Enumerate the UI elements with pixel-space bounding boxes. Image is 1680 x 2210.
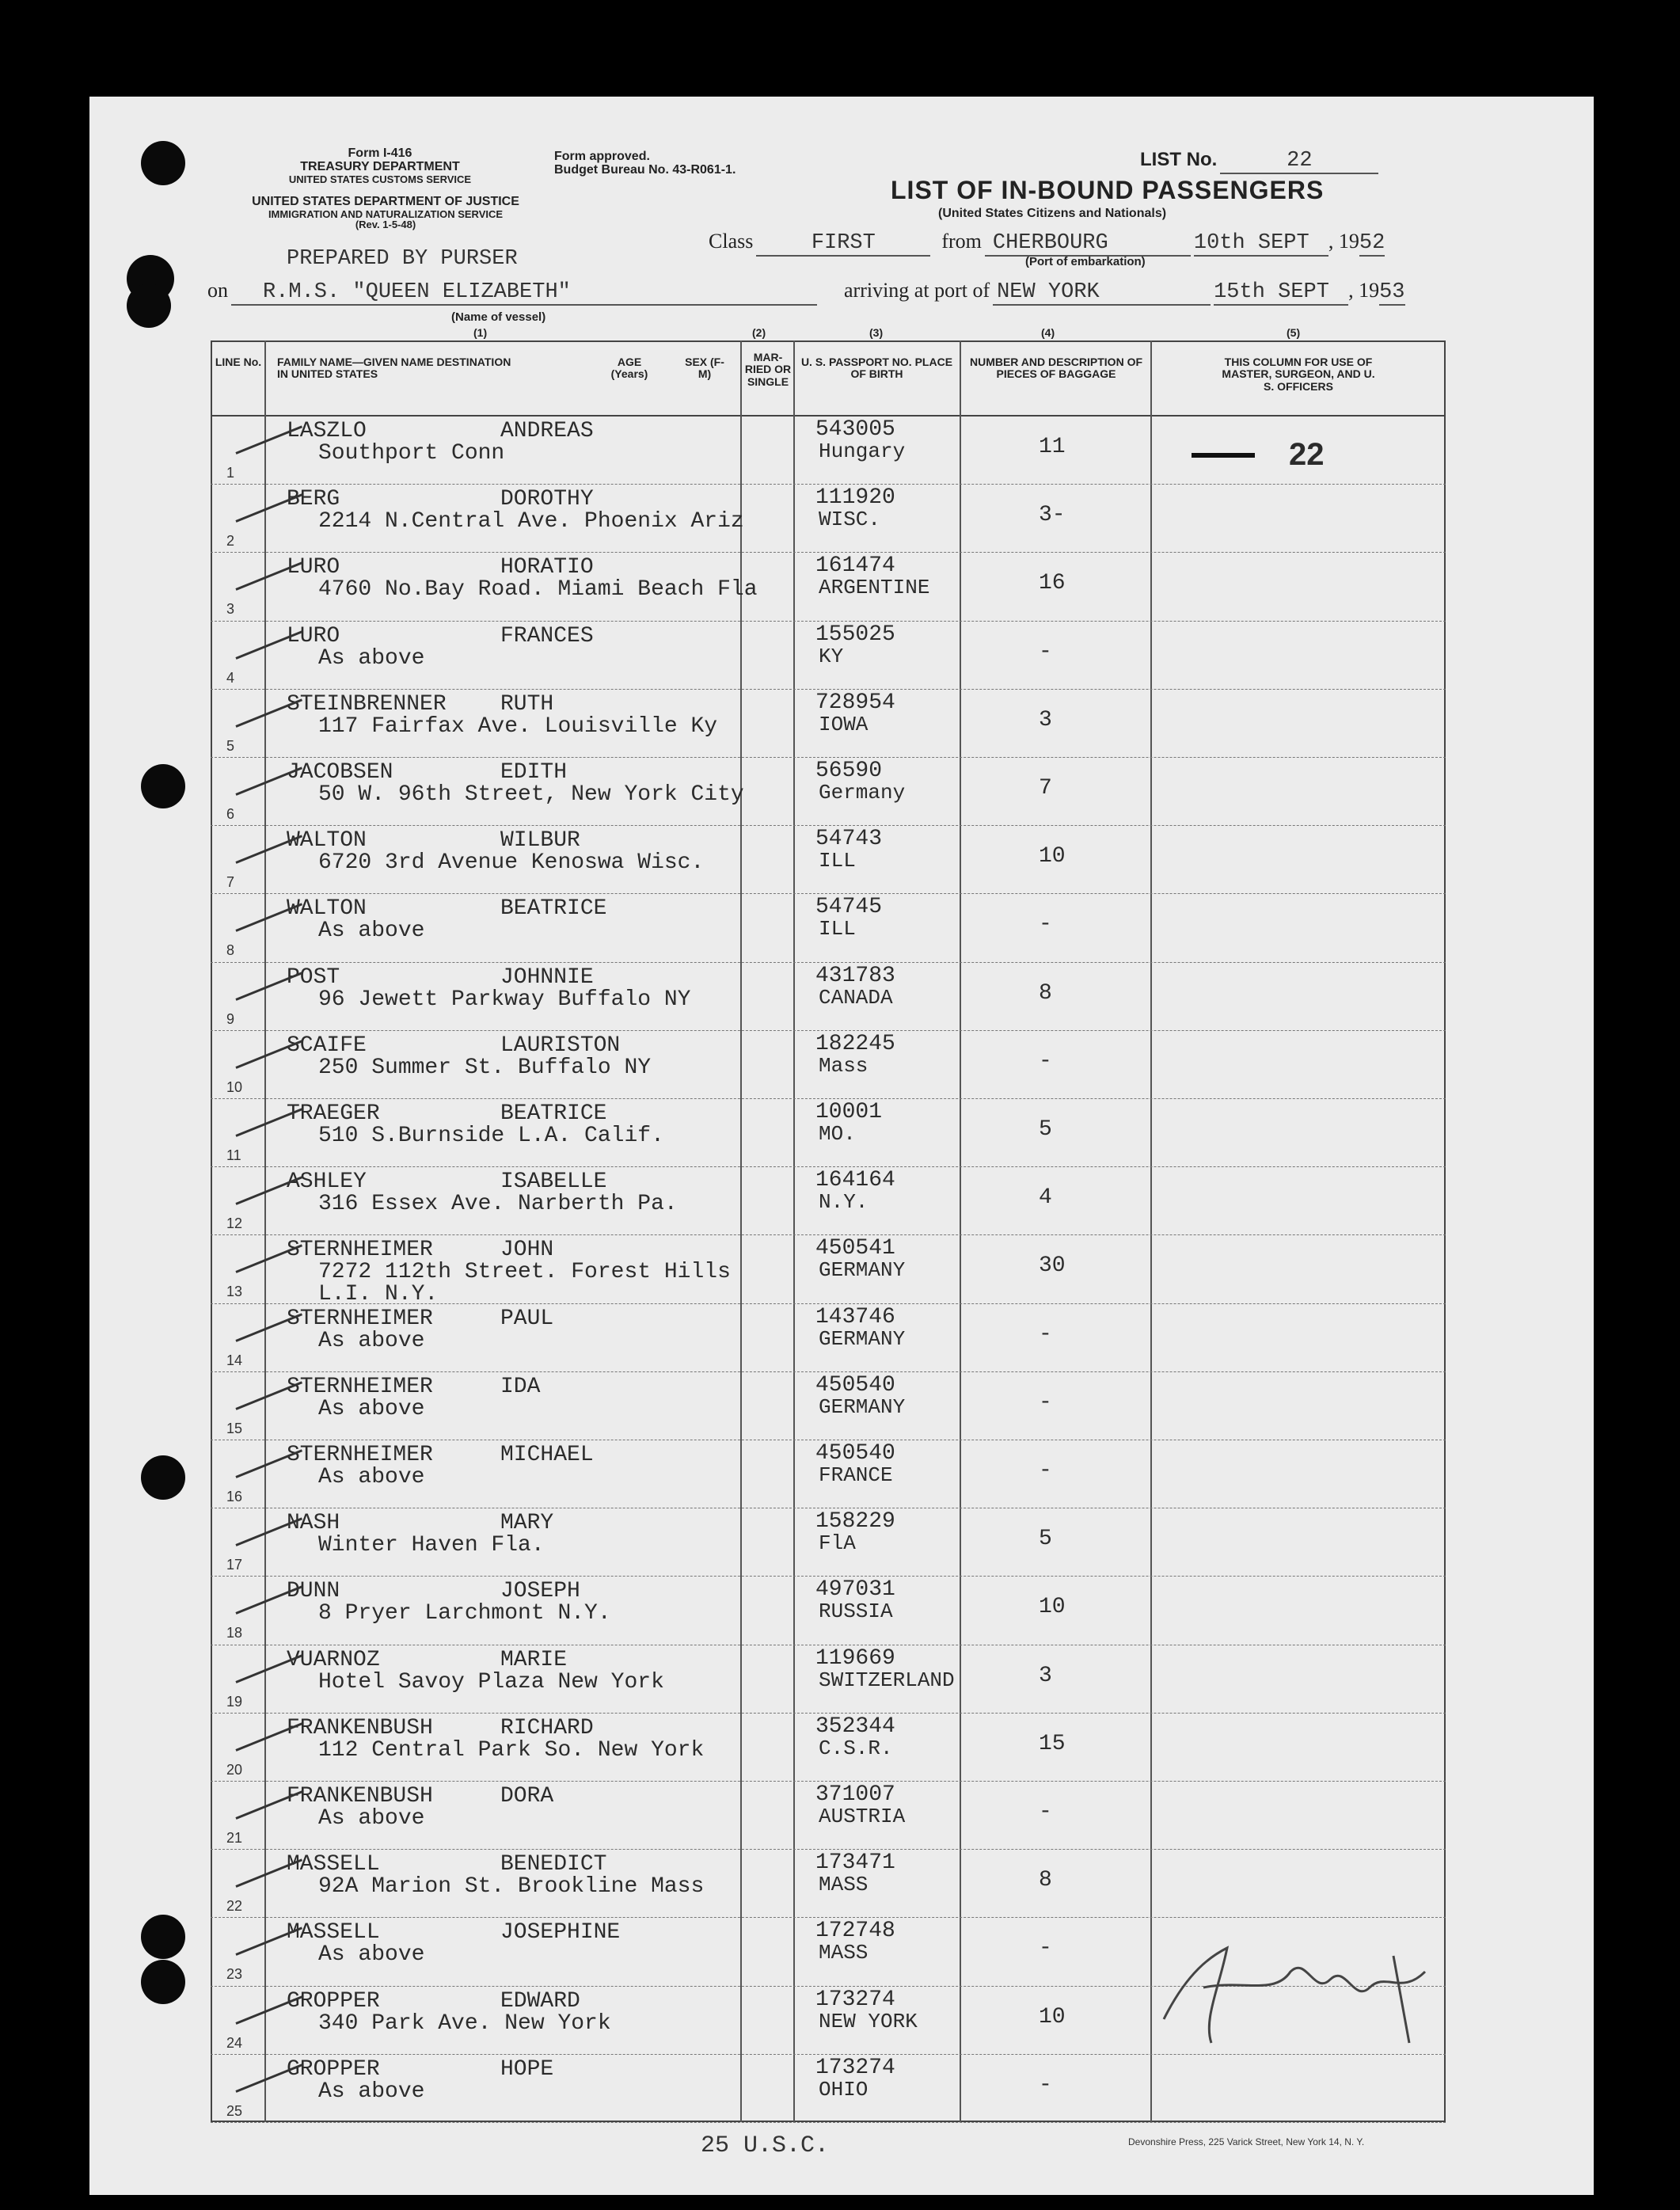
given-name: JOSEPHINE <box>500 1920 621 1945</box>
line-number: 11 <box>226 1147 241 1163</box>
line-number: 12 <box>226 1215 243 1231</box>
form-title: LIST OF IN-BOUND PASSENGERS <box>891 176 1325 204</box>
place-of-birth: Germany <box>819 781 906 805</box>
arrival-year-prefix: , 19 <box>1348 279 1380 302</box>
row-divider <box>211 1030 1446 1031</box>
family-name: FRANKENBUSH <box>287 1716 433 1740</box>
given-name: MICHAEL <box>500 1443 594 1467</box>
place-of-birth: KY <box>819 645 844 668</box>
baggage-count: 16 <box>1039 571 1066 595</box>
row-divider <box>211 757 1446 758</box>
given-name: LAURISTON <box>500 1033 621 1058</box>
passport-number: 161474 <box>815 553 895 578</box>
line-number: 24 <box>226 2035 243 2051</box>
given-name: MARIE <box>500 1648 568 1672</box>
passport-number: 54743 <box>815 827 883 851</box>
family-name: SCAIFE <box>287 1033 367 1058</box>
family-name: STERNHEIMER <box>287 1375 433 1399</box>
vessel-row <box>207 279 1405 306</box>
vessel-caption: (Name of vessel) <box>451 310 546 324</box>
line-number: 7 <box>226 874 235 890</box>
family-name: POST <box>287 965 340 990</box>
baggage-count: 10 <box>1039 1595 1066 1619</box>
passport-number: 111920 <box>815 485 895 510</box>
destination: 316 Essex Ave. Narberth Pa. <box>318 1192 678 1216</box>
passport-number: 10001 <box>815 1100 883 1124</box>
arrival-port: NEW YORK <box>993 280 1211 306</box>
row-divider <box>211 1576 1446 1577</box>
row-divider <box>211 1234 1446 1235</box>
col-sex: SEX (F-M) <box>685 356 724 381</box>
revision: (Rev. 1-5-48) <box>355 219 416 231</box>
binder-hole <box>141 764 185 808</box>
passport-number: 450540 <box>815 1373 895 1398</box>
binder-hole <box>127 283 171 328</box>
family-name: STERNHEIMER <box>287 1307 433 1331</box>
form-agency-block <box>261 147 499 184</box>
family-name: DUNN <box>287 1579 340 1603</box>
place-of-birth: MO. <box>819 1122 856 1146</box>
col-divider <box>960 340 961 2122</box>
row-divider <box>211 552 1446 553</box>
destination: 117 Fairfax Ave. Louisville Ky <box>318 714 718 739</box>
col-officers: THIS COLUMN FOR USE OF MASTER, SURGEON, AND U. S. OFFICERS <box>1222 356 1375 393</box>
baggage-count: - <box>1039 1459 1052 1483</box>
passport-number: 543005 <box>815 417 895 442</box>
budget-bureau: Budget Bureau No. 43-R061-1. <box>554 162 736 177</box>
passport-number: 173471 <box>815 1851 895 1875</box>
class-value: FIRST <box>756 231 930 257</box>
col-passport: U. S. PASSPORT NO. PLACE OF BIRTH <box>800 356 953 381</box>
destination: 250 Summer St. Buffalo NY <box>318 1056 652 1080</box>
family-name: ASHLEY <box>287 1170 367 1194</box>
passport-number: 450541 <box>815 1236 895 1261</box>
binder-hole <box>141 141 185 185</box>
baggage-count: - <box>1039 640 1052 664</box>
baggage-count: 11 <box>1039 435 1066 459</box>
given-name: RICHARD <box>500 1716 594 1740</box>
place-of-birth: ARGENTINE <box>819 576 930 599</box>
place-of-birth: Mass <box>819 1054 869 1078</box>
destination: As above <box>318 1942 425 1967</box>
baggage-count: - <box>1039 1800 1052 1824</box>
passport-number: 173274 <box>815 1987 895 2012</box>
passport-number: 173274 <box>815 2056 895 2080</box>
given-name: PAUL <box>500 1307 554 1331</box>
form-approved: Form approved. <box>554 150 650 163</box>
baggage-count: 4 <box>1039 1185 1052 1210</box>
col-line-no: LINE No. <box>215 356 262 368</box>
line-number: 18 <box>226 1625 243 1641</box>
col-num-3: (3) <box>869 326 884 339</box>
arrival-date: 15th SEPT <box>1214 280 1348 306</box>
baggage-count: 30 <box>1039 1253 1066 1278</box>
place-of-birth: OHIO <box>819 2078 869 2102</box>
baggage-count: 7 <box>1039 776 1052 801</box>
row-divider <box>211 1371 1446 1372</box>
col-divider <box>1150 340 1152 2122</box>
list-no-value: 22 <box>1220 149 1378 174</box>
given-name: EDWARD <box>500 1989 580 2014</box>
row-divider <box>211 1849 1446 1850</box>
given-name: EDITH <box>500 760 568 785</box>
given-name: WILBUR <box>500 828 580 853</box>
given-name: MARY <box>500 1511 554 1535</box>
passport-number: 143746 <box>815 1305 895 1329</box>
destination: 340 Park Ave. New York <box>318 2011 611 2036</box>
row-divider <box>211 962 1446 963</box>
line-number: 9 <box>226 1011 235 1027</box>
baggage-count: - <box>1039 1322 1052 1347</box>
arriving-label: arriving at port of <box>844 279 990 302</box>
place-of-birth: FRANCE <box>819 1463 893 1487</box>
destination: As above <box>318 1465 425 1489</box>
col-divider <box>793 340 795 2122</box>
line-number: 4 <box>226 670 235 686</box>
family-name: GROPPER <box>287 2057 380 2082</box>
family-name: NASH <box>287 1511 340 1535</box>
col-num-4: (4) <box>1041 326 1055 339</box>
list-number <box>1140 149 1378 174</box>
passport-number: 56590 <box>815 759 883 783</box>
destination: 112 Central Park So. New York <box>318 1738 705 1763</box>
officer-strike <box>1192 453 1255 458</box>
line-number: 10 <box>226 1079 243 1095</box>
family-name: STEINBRENNER <box>287 692 447 717</box>
col-divider <box>264 340 266 2122</box>
baggage-count: 3 <box>1039 708 1052 732</box>
row-divider <box>211 2122 1446 2123</box>
line-number: 20 <box>226 1762 243 1778</box>
line-number: 21 <box>226 1830 243 1846</box>
place-of-birth: GERMANY <box>819 1327 906 1351</box>
line-number: 3 <box>226 601 235 617</box>
passport-number: 371007 <box>815 1782 895 1807</box>
given-name: BEATRICE <box>500 896 607 921</box>
approval-block <box>554 150 735 177</box>
class-label: Class <box>709 230 754 253</box>
place-of-birth: NEW YORK <box>819 2010 918 2033</box>
justice-dept: UNITED STATES DEPARTMENT OF JUSTICE <box>252 195 519 208</box>
family-name: BERG <box>287 487 340 512</box>
line-number: 8 <box>226 942 235 958</box>
binder-hole <box>141 1960 185 2004</box>
family-name: GROPPER <box>287 1989 380 2014</box>
row-divider <box>211 893 1446 894</box>
line-number: 25 <box>226 2103 243 2119</box>
destination: 50 W. 96th Street, New York City <box>318 782 744 807</box>
passport-number: 182245 <box>815 1032 895 1056</box>
row-divider <box>211 2054 1446 2055</box>
destination: 96 Jewett Parkway Buffalo NY <box>318 987 691 1012</box>
family-name: WALTON <box>287 896 367 921</box>
destination: As above <box>318 646 425 671</box>
passport-number: 158229 <box>815 1509 895 1534</box>
destination: 92A Marion St. Brookline Mass <box>318 1874 705 1899</box>
family-name: LURO <box>287 624 340 649</box>
row-divider <box>211 1166 1446 1167</box>
from-label: from <box>941 230 982 253</box>
baggage-count: 10 <box>1039 844 1066 869</box>
given-name: DOROTHY <box>500 487 594 512</box>
place-of-birth: WISC. <box>819 508 881 531</box>
place-of-birth: FlA <box>819 1531 856 1555</box>
family-name: STERNHEIMER <box>287 1238 433 1262</box>
line-number: 23 <box>226 1966 243 1982</box>
form-number: Form I-416 <box>348 146 412 160</box>
col-name: FAMILY NAME—GIVEN NAME DESTINATION IN UNITED STATES <box>277 356 511 381</box>
destination: Hotel Savoy Plaza New York <box>318 1670 664 1695</box>
depart-year-prefix: , 19 <box>1328 230 1359 253</box>
from-value: CHERBOURG <box>985 231 1191 257</box>
place-of-birth: MASS <box>819 1941 869 1965</box>
binder-hole <box>141 1915 185 1959</box>
destination-line-2: L.I. N.Y. <box>318 1282 439 1307</box>
family-name: WALTON <box>287 828 367 853</box>
line-number: 19 <box>226 1694 243 1710</box>
col-divider <box>740 340 742 2122</box>
destination: 4760 No.Bay Road. Miami Beach Fla <box>318 577 758 602</box>
passport-number: 352344 <box>815 1714 895 1739</box>
baggage-count: - <box>1039 1936 1052 1961</box>
given-name: RUTH <box>500 692 554 717</box>
passport-number: 155025 <box>815 622 895 647</box>
row-divider <box>211 484 1446 485</box>
place-of-birth: GERMANY <box>819 1395 906 1419</box>
line-number: 15 <box>226 1421 243 1436</box>
given-name: JOHN <box>500 1238 554 1262</box>
col-married: MAR-RIED OR SINGLE <box>744 351 792 388</box>
line-number: 17 <box>226 1557 243 1573</box>
officer-signature <box>1156 1924 1441 2051</box>
place-of-birth: GERMANY <box>819 1258 906 1282</box>
passport-number: 119669 <box>815 1646 895 1671</box>
family-name: MASSELL <box>287 1852 380 1877</box>
form-subtitle: (United States Citizens and Nationals) <box>938 207 1167 220</box>
baggage-count: 5 <box>1039 1527 1052 1551</box>
family-name: STERNHEIMER <box>287 1443 433 1467</box>
passport-number: 497031 <box>815 1577 895 1602</box>
prepared-by: PREPARED BY PURSER <box>287 247 518 271</box>
passport-number: 54745 <box>815 895 883 919</box>
baggage-count: - <box>1039 1390 1052 1415</box>
row-divider <box>211 1917 1446 1918</box>
destination: As above <box>318 919 425 943</box>
given-name: ANDREAS <box>500 419 594 443</box>
passport-number: 164164 <box>815 1168 895 1192</box>
footer-stamp: 25 U.S.C. <box>701 2132 830 2159</box>
place-of-birth: AUSTRIA <box>819 1805 906 1828</box>
given-name: ISABELLE <box>500 1170 607 1194</box>
destination: Southport Conn <box>318 441 505 466</box>
treasury-dept: TREASURY DEPARTMENT <box>300 159 460 173</box>
vessel-name: R.M.S. "QUEEN ELIZABETH" <box>231 280 817 306</box>
family-name: VUARNOZ <box>287 1648 380 1672</box>
baggage-count: 5 <box>1039 1117 1052 1142</box>
given-name: IDA <box>500 1375 541 1399</box>
given-name: JOSEPH <box>500 1579 580 1603</box>
line-number: 22 <box>226 1898 243 1914</box>
place-of-birth: C.S.R. <box>819 1736 893 1760</box>
destination: As above <box>318 1806 425 1831</box>
baggage-count: - <box>1039 1049 1052 1074</box>
row-divider <box>211 1713 1446 1714</box>
customs-service: UNITED STATES CUSTOMS SERVICE <box>288 173 472 185</box>
row-divider <box>211 1098 1446 1099</box>
place-of-birth: N.Y. <box>819 1190 869 1214</box>
destination: 7272 112th Street. Forest Hills <box>318 1260 731 1284</box>
given-name: JOHNNIE <box>500 965 594 990</box>
destination: 510 S.Burnside L.A. Calif. <box>318 1124 664 1148</box>
binder-hole <box>141 1455 185 1500</box>
depart-date: 10th SEPT <box>1194 231 1328 257</box>
col-baggage: NUMBER AND DESCRIPTION OF PIECES OF BAGGAGE <box>969 356 1143 381</box>
line-number: 14 <box>226 1352 243 1368</box>
col-num-5: (5) <box>1287 326 1301 339</box>
line-number: 13 <box>226 1284 243 1299</box>
place-of-birth: ILL <box>819 917 856 941</box>
baggage-count: 8 <box>1039 1868 1052 1892</box>
officer-note: 22 <box>1289 437 1325 472</box>
passport-number: 728954 <box>815 690 895 715</box>
embark-caption: (Port of embarkation) <box>1025 255 1146 268</box>
destination: 8 Pryer Larchmont N.Y. <box>318 1601 611 1626</box>
destination: Winter Haven Fla. <box>318 1533 545 1558</box>
row-divider <box>211 825 1446 826</box>
given-name: FRANCES <box>500 624 594 649</box>
place-of-birth: ILL <box>819 849 856 873</box>
ins-service: IMMIGRATION AND NATURALIZATION SERVICE <box>268 207 504 220</box>
destination: As above <box>318 1329 425 1353</box>
family-name: TRAEGER <box>287 1101 380 1126</box>
on-label: on <box>207 279 228 302</box>
baggage-count: - <box>1039 2073 1052 2098</box>
family-name: FRANKENBUSH <box>287 1784 433 1809</box>
list-no-label: LIST No. <box>1140 149 1218 170</box>
passport-number: 450540 <box>815 1441 895 1466</box>
line-number: 1 <box>226 465 235 481</box>
place-of-birth: IOWA <box>819 713 869 736</box>
place-of-birth: Hungary <box>819 439 906 463</box>
place-of-birth: CANADA <box>819 986 893 1010</box>
family-name: LURO <box>287 555 340 580</box>
row-divider <box>211 1781 1446 1782</box>
line-number: 16 <box>226 1489 243 1504</box>
destination: 2214 N.Central Ave. Phoenix Ariz <box>318 509 744 534</box>
destination: 6720 3rd Avenue Kenoswa Wisc. <box>318 850 705 875</box>
class-row <box>709 230 1385 257</box>
row-divider <box>211 689 1446 690</box>
passport-number: 172748 <box>815 1919 895 1943</box>
printer-line: Devonshire Press, 225 Varick Street, New York 14, N. Y. <box>1128 2136 1365 2147</box>
given-name: BEATRICE <box>500 1101 607 1126</box>
depart-year: 52 <box>1359 231 1385 255</box>
baggage-count: 15 <box>1039 1732 1066 1756</box>
col-num-2: (2) <box>752 326 766 339</box>
given-name: DORA <box>500 1784 554 1809</box>
family-name: LASZLO <box>287 419 367 443</box>
baggage-count: 8 <box>1039 981 1052 1006</box>
baggage-count: - <box>1039 912 1052 937</box>
place-of-birth: SWITZERLAND <box>819 1668 955 1692</box>
baggage-count: 10 <box>1039 2005 1066 2029</box>
baggage-count: 3- <box>1039 503 1066 527</box>
family-name: MASSELL <box>287 1920 380 1945</box>
line-number: 6 <box>226 806 235 822</box>
passport-number: 431783 <box>815 964 895 988</box>
given-name: BENEDICT <box>500 1852 607 1877</box>
family-name: JACOBSEN <box>287 760 393 785</box>
table-header-rule <box>211 415 1446 417</box>
given-name: HORATIO <box>500 555 594 580</box>
arrival-year: 53 <box>1379 280 1405 304</box>
line-number: 5 <box>226 738 235 754</box>
destination: As above <box>318 1397 425 1421</box>
col-num-1: (1) <box>473 326 488 339</box>
place-of-birth: RUSSIA <box>819 1599 893 1623</box>
justice-block <box>207 196 564 230</box>
given-name: HOPE <box>500 2057 554 2082</box>
row-divider <box>211 621 1446 622</box>
place-of-birth: MASS <box>819 1873 869 1896</box>
baggage-count: 3 <box>1039 1664 1052 1688</box>
col-age: AGE (Years) <box>610 356 648 381</box>
line-number: 2 <box>226 533 235 549</box>
destination: As above <box>318 2079 425 2104</box>
